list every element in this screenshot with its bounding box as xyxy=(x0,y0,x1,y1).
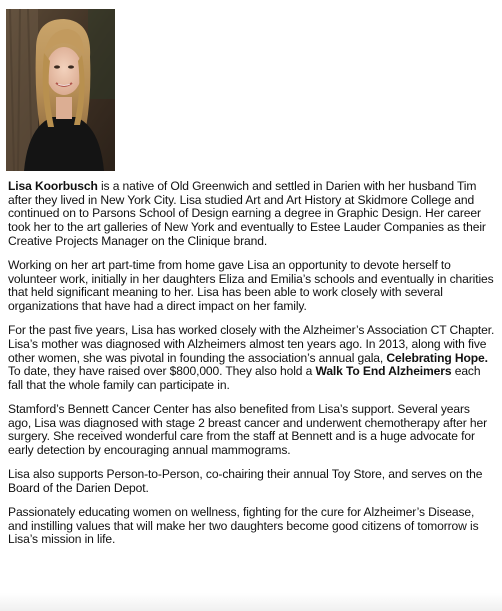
bio-paragraph-mission xyxy=(8,506,496,547)
bio-paragraph-support xyxy=(8,468,496,495)
walk-name: Walk To End Alzheimers xyxy=(315,364,452,379)
portrait-photo-icon xyxy=(6,9,115,171)
mission-text: Passionately educating women on wellness, fighting for the cure for Alzheimer’s Disease, and instilling values that will make her two daughters become good citizens of tomorrow is Lisa’s mission in life. xyxy=(8,505,479,547)
volunteer-text: Working on her art part-time from home gave Lisa an opportunity to devote herself to volunteer work, initially in her daughters Eliza and Emilia’s schools and eventually in charities that held significant meaning to her. Lisa has been able to work closely with several organizations that have had a direct impact on her family. xyxy=(8,257,494,314)
bio-paragraph-intro xyxy=(8,180,496,249)
alzheimers-text-b: To date, they have raised over $800,000. They also hold a xyxy=(8,364,316,379)
alzheimers-text-a: For the past five years, Lisa has worked closely with the Alzheimer’s Association CT Chapter. Lisa’s mother was diagnosed with Alzheimers almost ten years ago. In 2013, along with five other women, she was pivotal in founding the association’s annual gala, xyxy=(8,323,495,365)
portrait-photo xyxy=(6,9,115,171)
bio-paragraph-volunteer xyxy=(8,259,496,314)
bio-text xyxy=(8,180,496,558)
support-text: Lisa also supports Person-to-Person, co-chairing their annual Toy Store, and serves on the Board of the Darien Depot. xyxy=(8,467,483,495)
cancer-text: Stamford’s Bennett Cancer Center has also benefited from Lisa’s support. Several years ago, Lisa was diagnosed with stage 2 breast cancer and underwent chemotherapy after her surgery. She received wonderful care from the staff at Bennett and is a huge advocate for early detection by encouraging annual mammograms. xyxy=(8,402,487,458)
gala-name: Celebrating Hope. xyxy=(386,350,488,365)
person-name: Lisa Koorbusch xyxy=(8,179,98,193)
page-bottom-shadow xyxy=(0,593,502,611)
bio-paragraph-alzheimers xyxy=(8,324,496,393)
bio-paragraph-cancer xyxy=(8,403,496,458)
alzheimers-text-c: each fall that the whole family can participate in. xyxy=(8,364,481,392)
intro-text: is a native of Old Greenwich and settled in Darien with her husband Tim after they lived in New York City. Lisa studied Art and Art History at Skidmore College and continued on to Parsons School of Design earning a degree in Graphic Design. Her career took her to the art galleries of New York and eventually to Estee Lauder Companies as their Creative Projects Manager on the Clinique brand. xyxy=(8,179,486,248)
